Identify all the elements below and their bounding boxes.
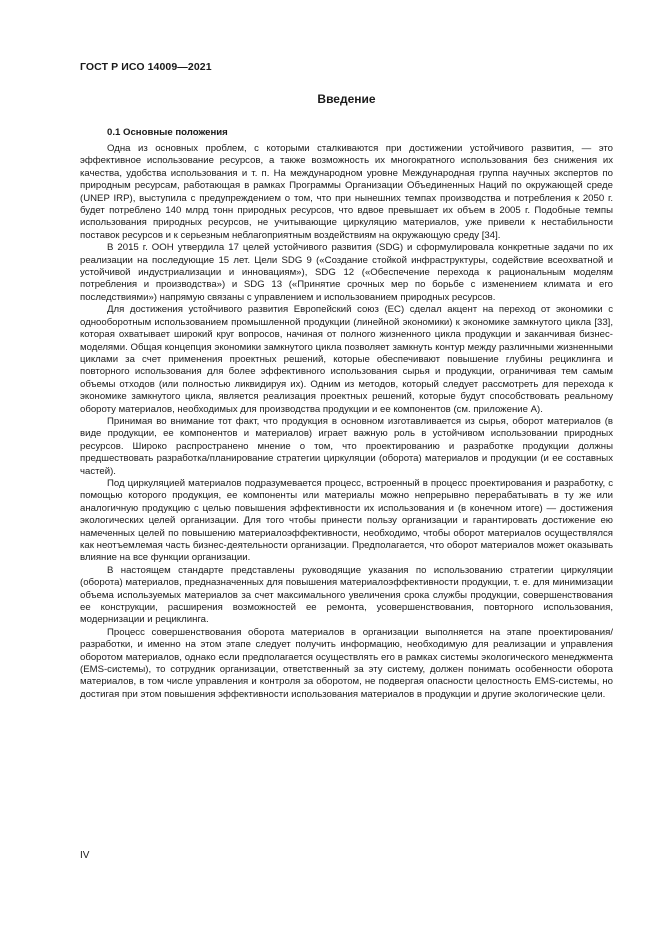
paragraph: Принимая во внимание тот факт, что продукция в основном изготавливается из сырья, оборот материалов (в виде продукции, ее компонентов и материалов) играет важную роль в устойчивом использовании природных ресурсов. Широко распространено мнение о том, что проектированию и разработке продукции должны предшествовать разработка/планирование стратегии циркуляции (оборота) материалов и продукции (и ее составных частей). (80, 415, 613, 477)
paragraph: Процесс совершенствования оборота материалов в организации выполняется на этапе проектирования/разработки, и именно на этом этапе следует получить информацию, необходимую для реализации и управления оборотом материалов, однако если предполагается осуществлять его в рамках системы экологического менеджмента (EMS-системы), то сотрудник организации, ответственный за эту систему, должен понимать особенности оборота материалов, в том числе управления и контроля за оборотом, не подвергая опасности целостность EMS-системы, но достигая при этом повышения эффективности использования материалов в продукции и другие экологические цели. (80, 626, 613, 700)
paragraph: В 2015 г. ООН утвердила 17 целей устойчивого развития (SDG) и сформулировала конкретные задачи по их реализации на последующие 15 лет. Цели SDG 9 («Создание стойкой инфраструктуры, содействие всеохватной и устойчивой индустриализации и инновациям»), SDG 12 («Обеспечение перехода к рациональным моделям потребления и производства») и SDG 13 («Принятие срочных мер по борьбе с изменением климата и его последствиями») напрямую связаны с управлением и использованием природных ресурсов. (80, 242, 613, 303)
paragraph: В настоящем стандарте представлены руководящие указания по использованию стратегии циркуляции (оборота) материалов, предназначенных для повышения материалоэффективности продукции, т. е. для минимизации объема используемых материалов за счет максимального увеличения срока службы продукции, совершенствования ее конструкции, расширения возможностей ее ремонта, усовершенствования, повторного использования, модернизации и рециклинга. (80, 564, 613, 626)
body-text (80, 143, 613, 701)
subsection-title: 0.1 Основные положения (107, 127, 228, 138)
standard-id-header: ГОСТ Р ИСО 14009—2021 (80, 61, 212, 73)
page-number: IV (80, 850, 90, 861)
paragraph: Для достижения устойчивого развития Европейский союз (ЕС) сделал акцент на переход от экономики с однооборотным использованием промышленной продукции (линейной экономики) к экономике замкнутого цикла [33], которая охватывает широкий круг вопросов, начиная от полного жизненного цикла продукции и заканчивая бизнес-моделями. Общая концепция экономики замкнутого цикла позволяет замкнуть контур между различными жизненными циклами за счет применения проектных решений, которые обеспечивают повышение глубины рециклинга и повторного использования для более эффективного использования сырья и продукции, ограничивая тем самым объемы отходов (или полностью ликвидируя их). Одним из методов, который следует рассмотреть для перехода к экономике замкнутого цикла, является реализация проектных решений, которые будут способствовать реальному обороту материалов, необходимых для производства продукции и ее компонентов (см. приложение А). (80, 304, 613, 415)
section-title: Введение (317, 92, 376, 106)
paragraph: Одна из основных проблем, с которыми сталкиваются при достижении устойчивого развития, — это эффективное использование ресурсов, а также возможность их многократного использования без снижения их качества, удобства использования и т. п. На международном уровне Международная группа научных экспертов по природным ресурсам, работающая в рамках Программы Организации Объединенных Наций по окружающей среде (UNEP IRP), выступила с предупреждением о том, что при нынешних темпах производства и потребления к 2050 г. будет потреблено 140 млрд тонн природных ресурсов, что вдвое превышает их объем в 2005 г. Подобные темпы использования природных ресурсов, не учитывающие циркуляцию материалов, уже привели к нестабильности поставок ресурсов и к серьезным неблагоприятным воздействиям на окружающую среду [34]. (80, 143, 613, 241)
paragraph: Под циркуляцией материалов подразумевается процесс, встроенный в процесс проектирования и разработку, с помощью которого продукция, ее компоненты или материалы можно непрерывно перерабатывать в ту же или аналогичную продукцию с целью повышения эффективности их использования и (в конечном итоге) — достижения экологических целей организации. Для того чтобы принести пользу организации и гарантировать достижение ею намеченных целей по повышению материалоэффективности, необходимо, чтобы оборот материалов осуществлялся как неотъемлемая часть бизнес-деятельности организации. Предполагается, что оборот материалов может оказывать влияние на все функции организации. (80, 477, 613, 564)
